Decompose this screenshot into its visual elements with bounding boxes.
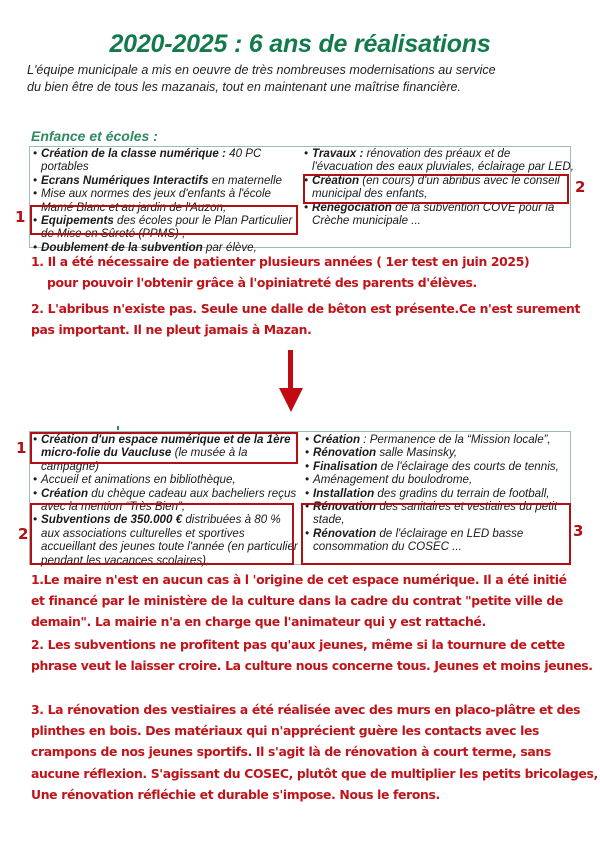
bullet-icon: •: [304, 173, 309, 187]
item-text: (le musée à la campagne): [41, 446, 248, 473]
comment-5-line-1: 3. La rénovation des vestiaires a été réalisée avec des murs en placo-plâtre et des: [31, 702, 581, 717]
highlight-box-2: [30, 503, 294, 565]
item-bold: Finalisation: [313, 459, 378, 473]
item-text: rénovation des préaux et de l'évacuation des eaux pluviales, éclairage par LED,: [312, 147, 574, 174]
bullet-icon: •: [305, 486, 310, 500]
intro-paragraph: [27, 62, 567, 95]
item-text: Aménagement du boulodrome,: [313, 473, 473, 487]
item-text: de la subvention COVE pour la Crèche municipale ...: [312, 200, 555, 228]
item-bold: Création: [312, 173, 360, 187]
item-bold: Subventions de 350.000 €: [41, 513, 183, 527]
item-bold: Ecrans Numériques Interactifs: [41, 173, 209, 187]
item-bold: Rénovation: [313, 500, 377, 514]
highlight-box-2: [303, 174, 569, 204]
item-text: des gradins du terrain de football,: [374, 486, 550, 500]
highlight-box-3: [301, 503, 571, 565]
bullet-icon: •: [305, 446, 310, 460]
list-item: [33, 174, 298, 187]
comment-2-line-1: 2. L'abribus n'existe pas. Seule une dalle de bêton est présente.Ce n'est surement: [31, 301, 581, 316]
item-bold: Création: [313, 433, 361, 446]
item-text: des sanitaires et vestiaires du petit stade,: [313, 500, 558, 527]
item-text: (en cours) d'un abribus avec le conseil municipal des enfants,: [312, 173, 560, 201]
page-title: 2020-2025 : 6 ans de réalisations: [109, 30, 491, 58]
comment-1-line-1: 1. Il a été nécessaire de patienter plusieurs années ( 1er test en juin 2025): [31, 254, 530, 269]
item-bold: Renégociation: [312, 200, 392, 214]
item-bold: Rénovation: [313, 446, 377, 460]
highlight-box-1: [30, 432, 298, 464]
bullet-icon: •: [33, 240, 38, 254]
item-text: en maternelle: [208, 173, 282, 187]
item-text: Accueil et animations en bibliothèque,: [41, 473, 236, 487]
bullet-icon: •: [304, 200, 309, 214]
item-bold: Travaux :: [312, 147, 364, 160]
comment-block-4: [31, 634, 593, 676]
item-text: des écoles pour le Plan Particulier de Mise en Sûreté (PPMS) ,: [41, 214, 293, 241]
item-text: : Permanence de la “Mission locale”,: [360, 433, 551, 446]
comment-4-line-1: 2. Les subventions ne profitent pas qu'aux jeunes, même si la tournure de cette: [31, 637, 565, 652]
arrow-head: [279, 388, 303, 412]
comment-3-line-1: 1.Le maire n'est en aucun cas à l 'origine de cet espace numérique. Il a été initié: [31, 572, 567, 587]
list-item: [33, 147, 298, 174]
bullet-icon: •: [304, 147, 309, 160]
comment-1-line-2: pour pouvoir l'obtenir grâce à l'opiniatreté des parents d'élèves.: [47, 275, 477, 291]
list-item: [305, 460, 575, 473]
comment-5-line-4: aucune réflexion. S'agissant du COSEC, plutôt que de multiplier les petits bricolages,: [31, 765, 598, 781]
item-bold: Equipements: [41, 214, 114, 228]
item-text: du chèque cadeau aux bacheliers reçus avec la mention “Très Bien”,: [41, 486, 297, 514]
bullet-icon: •: [33, 433, 38, 446]
bullet-icon: •: [305, 459, 310, 473]
bullet-icon: •: [305, 500, 310, 514]
comment-block-5: [31, 699, 598, 805]
item-text: de l'éclairage en LED basse consommation du COSEC ...: [313, 526, 524, 554]
marker-number-1: 1: [15, 208, 26, 226]
list-item: [305, 473, 575, 486]
marker-number-3: 3: [573, 522, 584, 540]
bullet-icon: •: [305, 526, 310, 540]
list-item: [304, 147, 574, 174]
list-item: [305, 487, 575, 500]
bullet-icon: •: [33, 513, 38, 527]
item-bold: Création: [41, 486, 89, 500]
item-text: par élève,: [202, 240, 257, 254]
arrow-down-icon: [279, 350, 303, 414]
bullet-icon: •: [33, 147, 38, 160]
panel1-left-column: [33, 147, 298, 254]
bullet-icon: •: [33, 473, 38, 487]
bullet-icon: •: [33, 486, 38, 500]
item-bold: Doublement de la subvention: [41, 240, 203, 254]
comment-5-line-5: Une rénovation réfléchie et durable s'impose. Nous le ferons.: [31, 786, 440, 802]
comment-3-line-2: et financé par le ministère de la culture dans la cadre du contrat "petite ville de: [31, 593, 563, 609]
comment-5-line-3: crampons de nos jeunes sportifs. Il s'agit là de rénovation à court terme, sans: [31, 744, 551, 760]
list-item: [304, 201, 574, 228]
item-text: salle Masinsky,: [376, 446, 458, 460]
item-bold: Création de la classe numérique :: [41, 147, 226, 160]
highlight-box-1: [30, 205, 298, 235]
item-text: distribuées à 80 % aux associations culturelles et sportives accueillant des jeunes toute l'année (en particulier pendant les vacances scolaires),: [41, 513, 298, 567]
item-text: 40 PC portables: [41, 147, 262, 174]
item-bold: Installation: [313, 486, 375, 500]
comment-5-line-2: plinthes en bois. Des matériaux qui n'apprécient guère les contacts avec les: [31, 723, 540, 739]
item-bold: Rénovation: [313, 526, 377, 540]
marker-number-1: 1: [16, 439, 27, 457]
panel-tick-mark: [117, 426, 119, 430]
comment-3-line-3: demain". La mairie n'a en charge que l'animateur qui y est rattaché.: [31, 614, 486, 630]
bullet-icon: •: [33, 214, 38, 228]
bullet-icon: •: [33, 173, 38, 187]
marker-number-2: 2: [18, 525, 29, 543]
bullet-icon: •: [33, 187, 38, 201]
item-bold: Création d'un espace numérique et de la 1ère micro-folie du Vaucluse: [41, 433, 291, 460]
section-heading-enfance: Enfance et écoles :: [31, 128, 158, 144]
intro-line-2: du bien être de tous les mazanais, tout en maintenant une maîtrise financière.: [27, 79, 462, 94]
item-text: de l'éclairage des courts de tennis,: [377, 459, 559, 473]
list-item: [305, 433, 575, 446]
list-item: [33, 473, 298, 486]
list-item: [305, 446, 575, 459]
comment-2-line-2: pas important. Il ne pleut jamais à Mazan.: [31, 322, 312, 338]
comment-block-1: [31, 251, 529, 293]
comment-block-3: [31, 569, 567, 633]
arrow-shaft: [288, 350, 293, 390]
item-text: Mise aux normes des jeux d'enfants à l'école Mamé Blanc et au jardin de l'Auzon,: [41, 187, 271, 214]
intro-line-1: L'équipe municipale a mis en oeuvre de très nombreuses modernisations au service: [27, 63, 496, 77]
comment-4-line-2: phrase veut le laisser croire. La culture nous concerne tous. Jeunes et moins jeunes.: [31, 658, 593, 674]
marker-number-2: 2: [575, 178, 586, 196]
comment-block-2: [31, 298, 580, 340]
bullet-icon: •: [305, 433, 310, 446]
bullet-icon: •: [305, 473, 310, 487]
